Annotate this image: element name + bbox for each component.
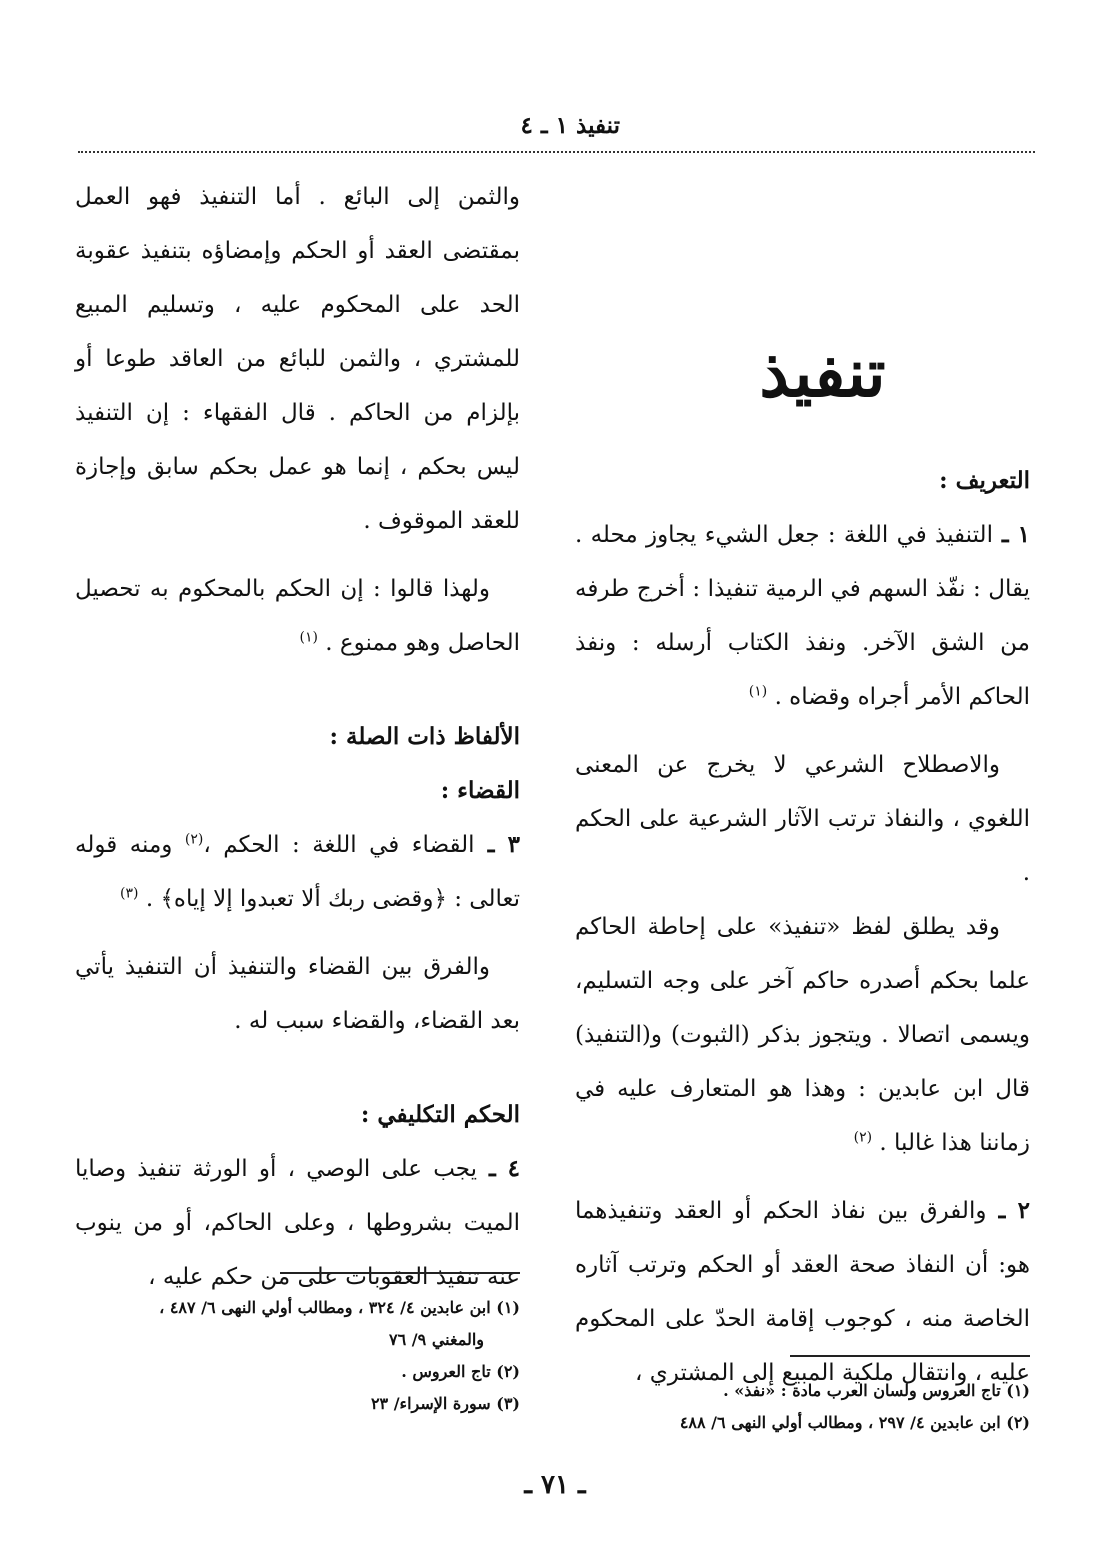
footnote-item: (١) تاج العروس ولسان العرب مادة : «نفذ» .	[723, 1381, 1030, 1400]
paragraph-9	[75, 1142, 520, 1304]
paragraph-9-text: يجب على الوصي ، أو الورثة تنفيذ وصايا الميت بشروطها ، وعلى الحاكم، أو من ينوب عنه تنفيذ العقوبات على من حكم عليه ،	[75, 1156, 520, 1290]
footnote-item: (٢) ابن عابدين ٤/ ٢٩٧ ، ومطالب أولي النهى ٦/ ٤٨٨	[679, 1413, 1030, 1432]
ruling-heading: الحكم التكليفي :	[360, 1101, 520, 1128]
left-column	[75, 170, 520, 1304]
footnote-ref: (٢)	[853, 1129, 873, 1146]
footnote-ref: (١)	[299, 629, 318, 646]
footnote-rule-left	[280, 1272, 520, 1274]
spacer	[75, 926, 520, 940]
related-terms-heading: الألفاظ ذات الصلة :	[329, 723, 520, 750]
footnote-item: (٢) تاج العروس .	[401, 1362, 520, 1381]
page-number: ـ ٧١ ـ	[524, 1470, 586, 1500]
paragraph-1	[575, 508, 1030, 724]
footnote-ref: (١)	[748, 683, 768, 700]
paragraph-number-2: ٢ ـ	[986, 1197, 1030, 1224]
paragraph-5: والثمن إلى البائع . أما التنفيذ فهو العمل بمقتضى العقد أو الحكم وإمضاؤه بتنفيذ عقوبة الحد على المحكوم عليه ، وتسليم المبيع للمشتري ، والثمن للبائع من العاقد طوعا أو بإلزام من الحاكم . قال الفقهاء : إن التنفيذ ليس بحكم ، إنما هو عمل بحكم سابق وإجازة للعقد الموقوف .	[75, 184, 520, 534]
running-header: تنفيذ ١ ـ ٤	[520, 112, 620, 139]
footnote-rule-right	[790, 1355, 1030, 1357]
paragraph-6	[75, 562, 520, 670]
footnotes-left	[75, 1292, 520, 1420]
paragraph-number-3: ٣ ـ	[474, 831, 520, 858]
paragraph-3	[575, 900, 1030, 1170]
footnote-item: (١) ابن عابدين ٤/ ٣٢٤ ، ومطالب أولي النهى ٦/ ٤٨٧ ،	[159, 1298, 520, 1317]
paragraph-8: والفرق بين القضاء والتنفيذ أن التنفيذ يأتي بعد القضاء، والقضاء سبب له .	[75, 954, 520, 1034]
header-dotted-rule	[78, 151, 1035, 153]
footnote-ref: (٣)	[120, 885, 139, 902]
paragraph-2: والاصطلاح الشرعي لا يخرج عن المعنى اللغوي ، والنفاذ ترتب الآثار الشرعية على الحكم .	[575, 752, 1030, 886]
footnote-item: (٣) سورة الإسراء/ ٢٣	[370, 1394, 520, 1413]
spacer	[575, 724, 1030, 738]
spacer	[75, 670, 520, 710]
qada-heading: القضاء :	[440, 777, 520, 804]
paragraph-number-4: ٤ ـ	[477, 1155, 520, 1182]
article-title: تنفيذ	[759, 334, 886, 412]
paragraph-4-text: والفرق بين نفاذ الحكم أو العقد وتنفيذهما هو: أن النفاذ صحة العقد أو الحكم وترتب آثاره الخاصة منه ، كوجوب إقامة الحدّ على المحكوم عليه ، وانتقال ملكية المبيع إلى المشتري ،	[575, 1198, 1030, 1386]
footnotes-right	[575, 1375, 1030, 1439]
paragraph-4	[575, 1184, 1030, 1400]
right-column	[575, 170, 1030, 1400]
paragraph-number-1: ١ ـ	[992, 521, 1030, 548]
paragraph-7-text-a: القضاء في اللغة : الحكم ،	[203, 832, 475, 858]
paragraph-1-text: التنفيذ في اللغة : جعل الشيء يجاوز محله . يقال : نفّذ السهم في الرمية تنفيذا : أخرج طرفه من الشق الآخر. ونفذ الكتاب أرسله : ونفذ الحاكم الأمر أجراه وقضاه .	[575, 522, 1030, 710]
spacer	[575, 1170, 1030, 1184]
paragraph-6-text: ولهذا قالوا : إن الحكم بالمحكوم به تحصيل الحاصل وهو ممنوع .	[75, 576, 520, 656]
paragraph-7	[75, 818, 520, 926]
spacer	[75, 1048, 520, 1088]
footnote-ref: (٢)	[184, 831, 204, 848]
paragraph-7-text-b: ومنه قوله تعالى : ﴿وقضى ربك ألا تعبدوا إلا إياه﴾ .	[75, 832, 520, 912]
definition-heading: التعريف :	[939, 467, 1030, 494]
spacer	[75, 548, 520, 562]
paragraph-3-text: وقد يطلق لفظ «تنفيذ» على إحاطة الحاكم علما بحكم أصدره حاكم آخر على وجه التسليم، ويسمى اتصالا . ويتجوز بذكر (الثبوت) و(التنفيذ) قال ابن عابدين : وهذا هو المتعارف عليه في زماننا هذا غالبا .	[575, 914, 1030, 1156]
footnote-item-continuation: والمغني ٩/ ٧٦	[389, 1330, 484, 1349]
